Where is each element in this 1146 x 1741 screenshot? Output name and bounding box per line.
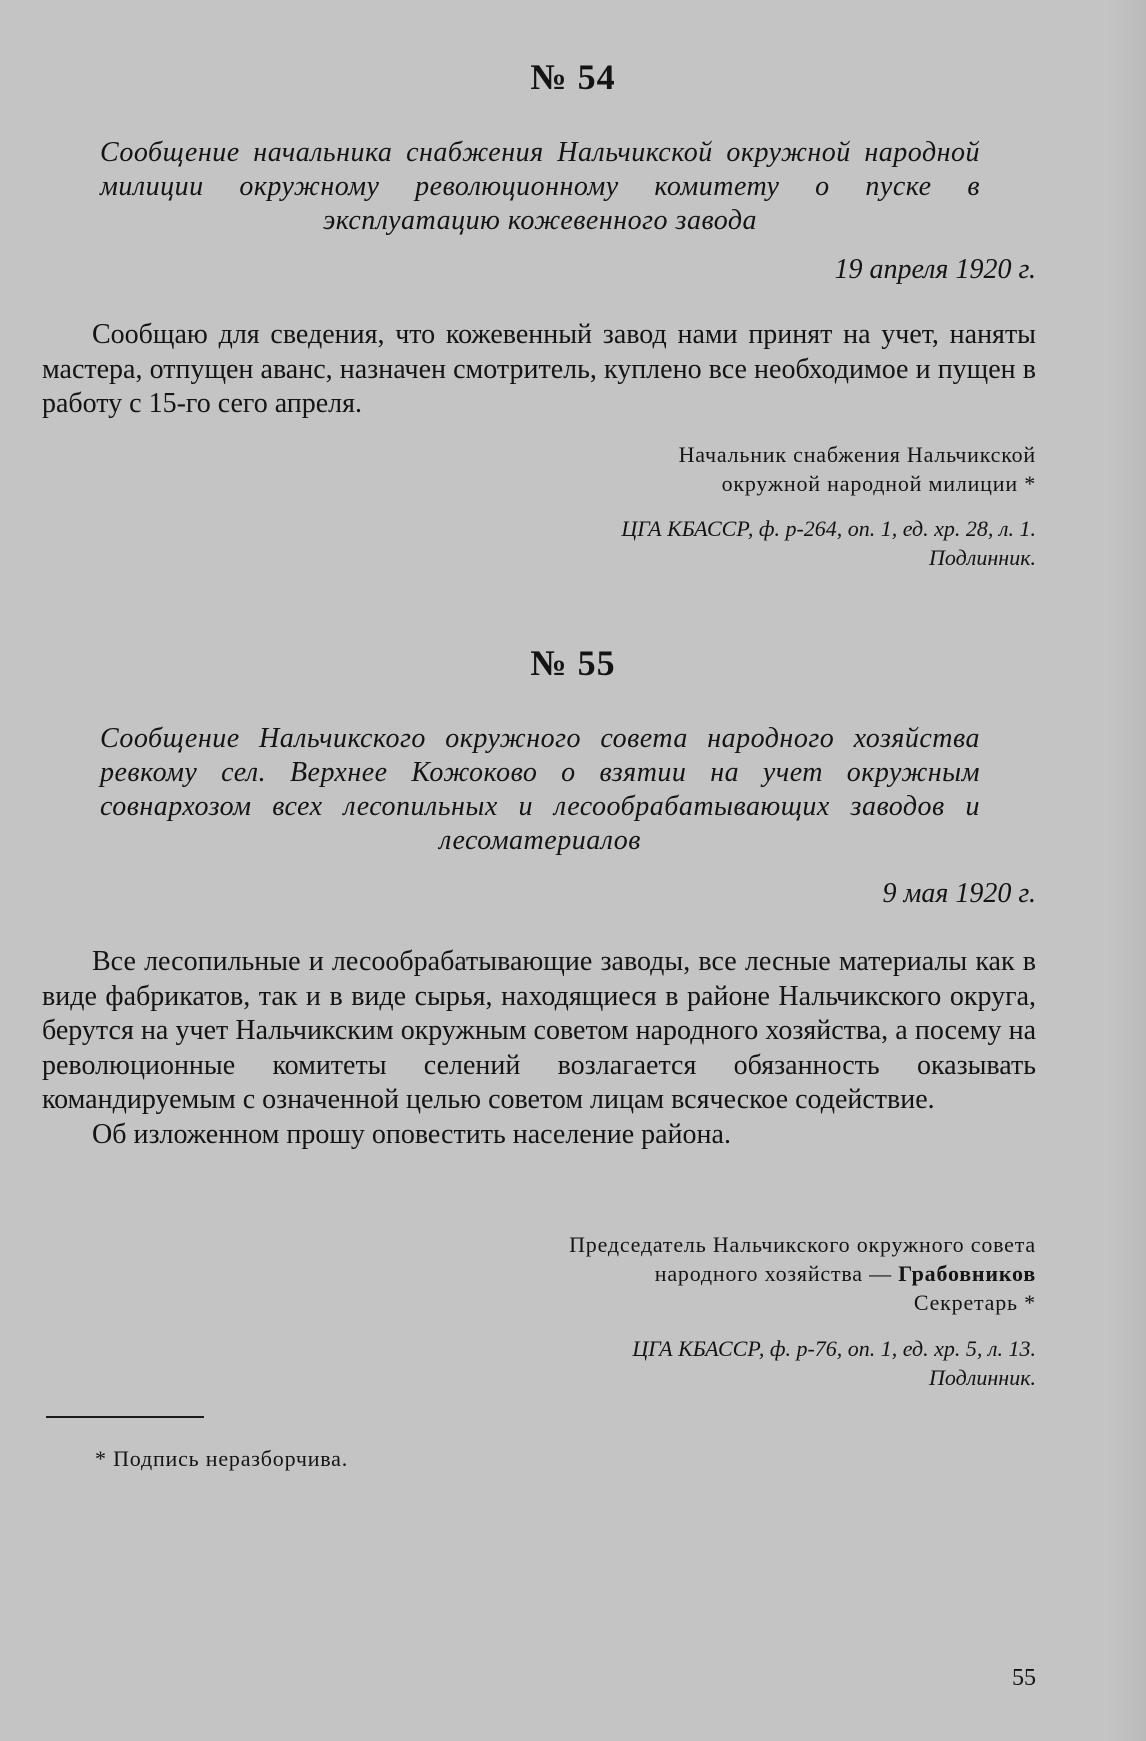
doc-54-archive-line1: ЦГА КБАССР, ф. р-264, оп. 1, ед. хр. 28, л. 1. — [621, 516, 1036, 541]
doc-54-paragraph: Сообщаю для сведения, что кожевенный завод нами принят на учет, наняты мастера, отпущен аванс, назначен смотритель, куплено все необходимое и пущен в работу с 15-го сего апреля. — [42, 319, 1036, 419]
doc-55-signature — [336, 1230, 1036, 1317]
doc-55-paragraph-1: Все лесопильные и лесообрабатывающие заводы, все лесные материалы как в виде фабрикатов, так и в виде сырья, находящиеся в районе Нальчикского округа, берутся на учет Нальчикским окружным советом народного хозяйства, а посему на революционные комитеты селений возлагается обязанность оказывать командируемым с означенной целью советом лицам всяческое содействие. — [42, 946, 1036, 1115]
doc-55-signature-title: народного хозяйства — — [654, 1261, 899, 1286]
doc-54-signature-line1: Начальник снабжения Нальчикской — [678, 442, 1036, 467]
doc-54-number: № 54 — [530, 57, 616, 97]
doc-55-signature-line2 — [336, 1259, 1036, 1288]
doc-55-signatory-name: Грабовников — [898, 1261, 1036, 1286]
doc-55-archive-ref — [336, 1334, 1036, 1392]
doc-55-archive-line2: Подлинник. — [929, 1365, 1036, 1390]
doc-55-title: Сообщение Нальчикского окружного совета народного хозяйства ревкому сел. Верхнее Кожоково о взятии на учет окружным совнархозом всех лесопильных и лесообрабатывающих заводов и лесоматериалов — [100, 723, 980, 856]
doc-55-body — [42, 945, 1036, 1152]
footnote-divider — [46, 1416, 204, 1418]
doc-54-date: 19 апреля 1920 г. — [834, 254, 1036, 285]
page-number: 55 — [1012, 1665, 1036, 1691]
doc-55-date: 9 мая 1920 г. — [882, 878, 1036, 909]
doc-54-signature-line2: окружной народной милиции * — [721, 471, 1036, 496]
doc-54-signature — [416, 440, 1036, 498]
doc-55-number: № 55 — [530, 643, 616, 683]
doc-54-archive-ref — [336, 514, 1036, 572]
doc-54-title: Сообщение начальника снабжения Нальчикской окружной народной милиции окружному революционному комитету о пуске в эксплуатацию кожевенного завода — [100, 137, 980, 236]
doc-55-paragraph-2: Об изложенном прошу оповестить население района. — [92, 1118, 731, 1150]
doc-55-signature-line3: Секретарь * — [913, 1290, 1036, 1315]
doc-55-signature-line1: Председатель Нальчикского окружного совета — [569, 1232, 1036, 1257]
doc-54-archive-line2: Подлинник. — [929, 545, 1036, 570]
footnote: * Подпись неразборчива. — [95, 1446, 349, 1471]
doc-54-body — [42, 318, 1036, 422]
doc-55-archive-line1: ЦГА КБАССР, ф. р-76, оп. 1, ед. хр. 5, л. 13. — [632, 1336, 1036, 1361]
